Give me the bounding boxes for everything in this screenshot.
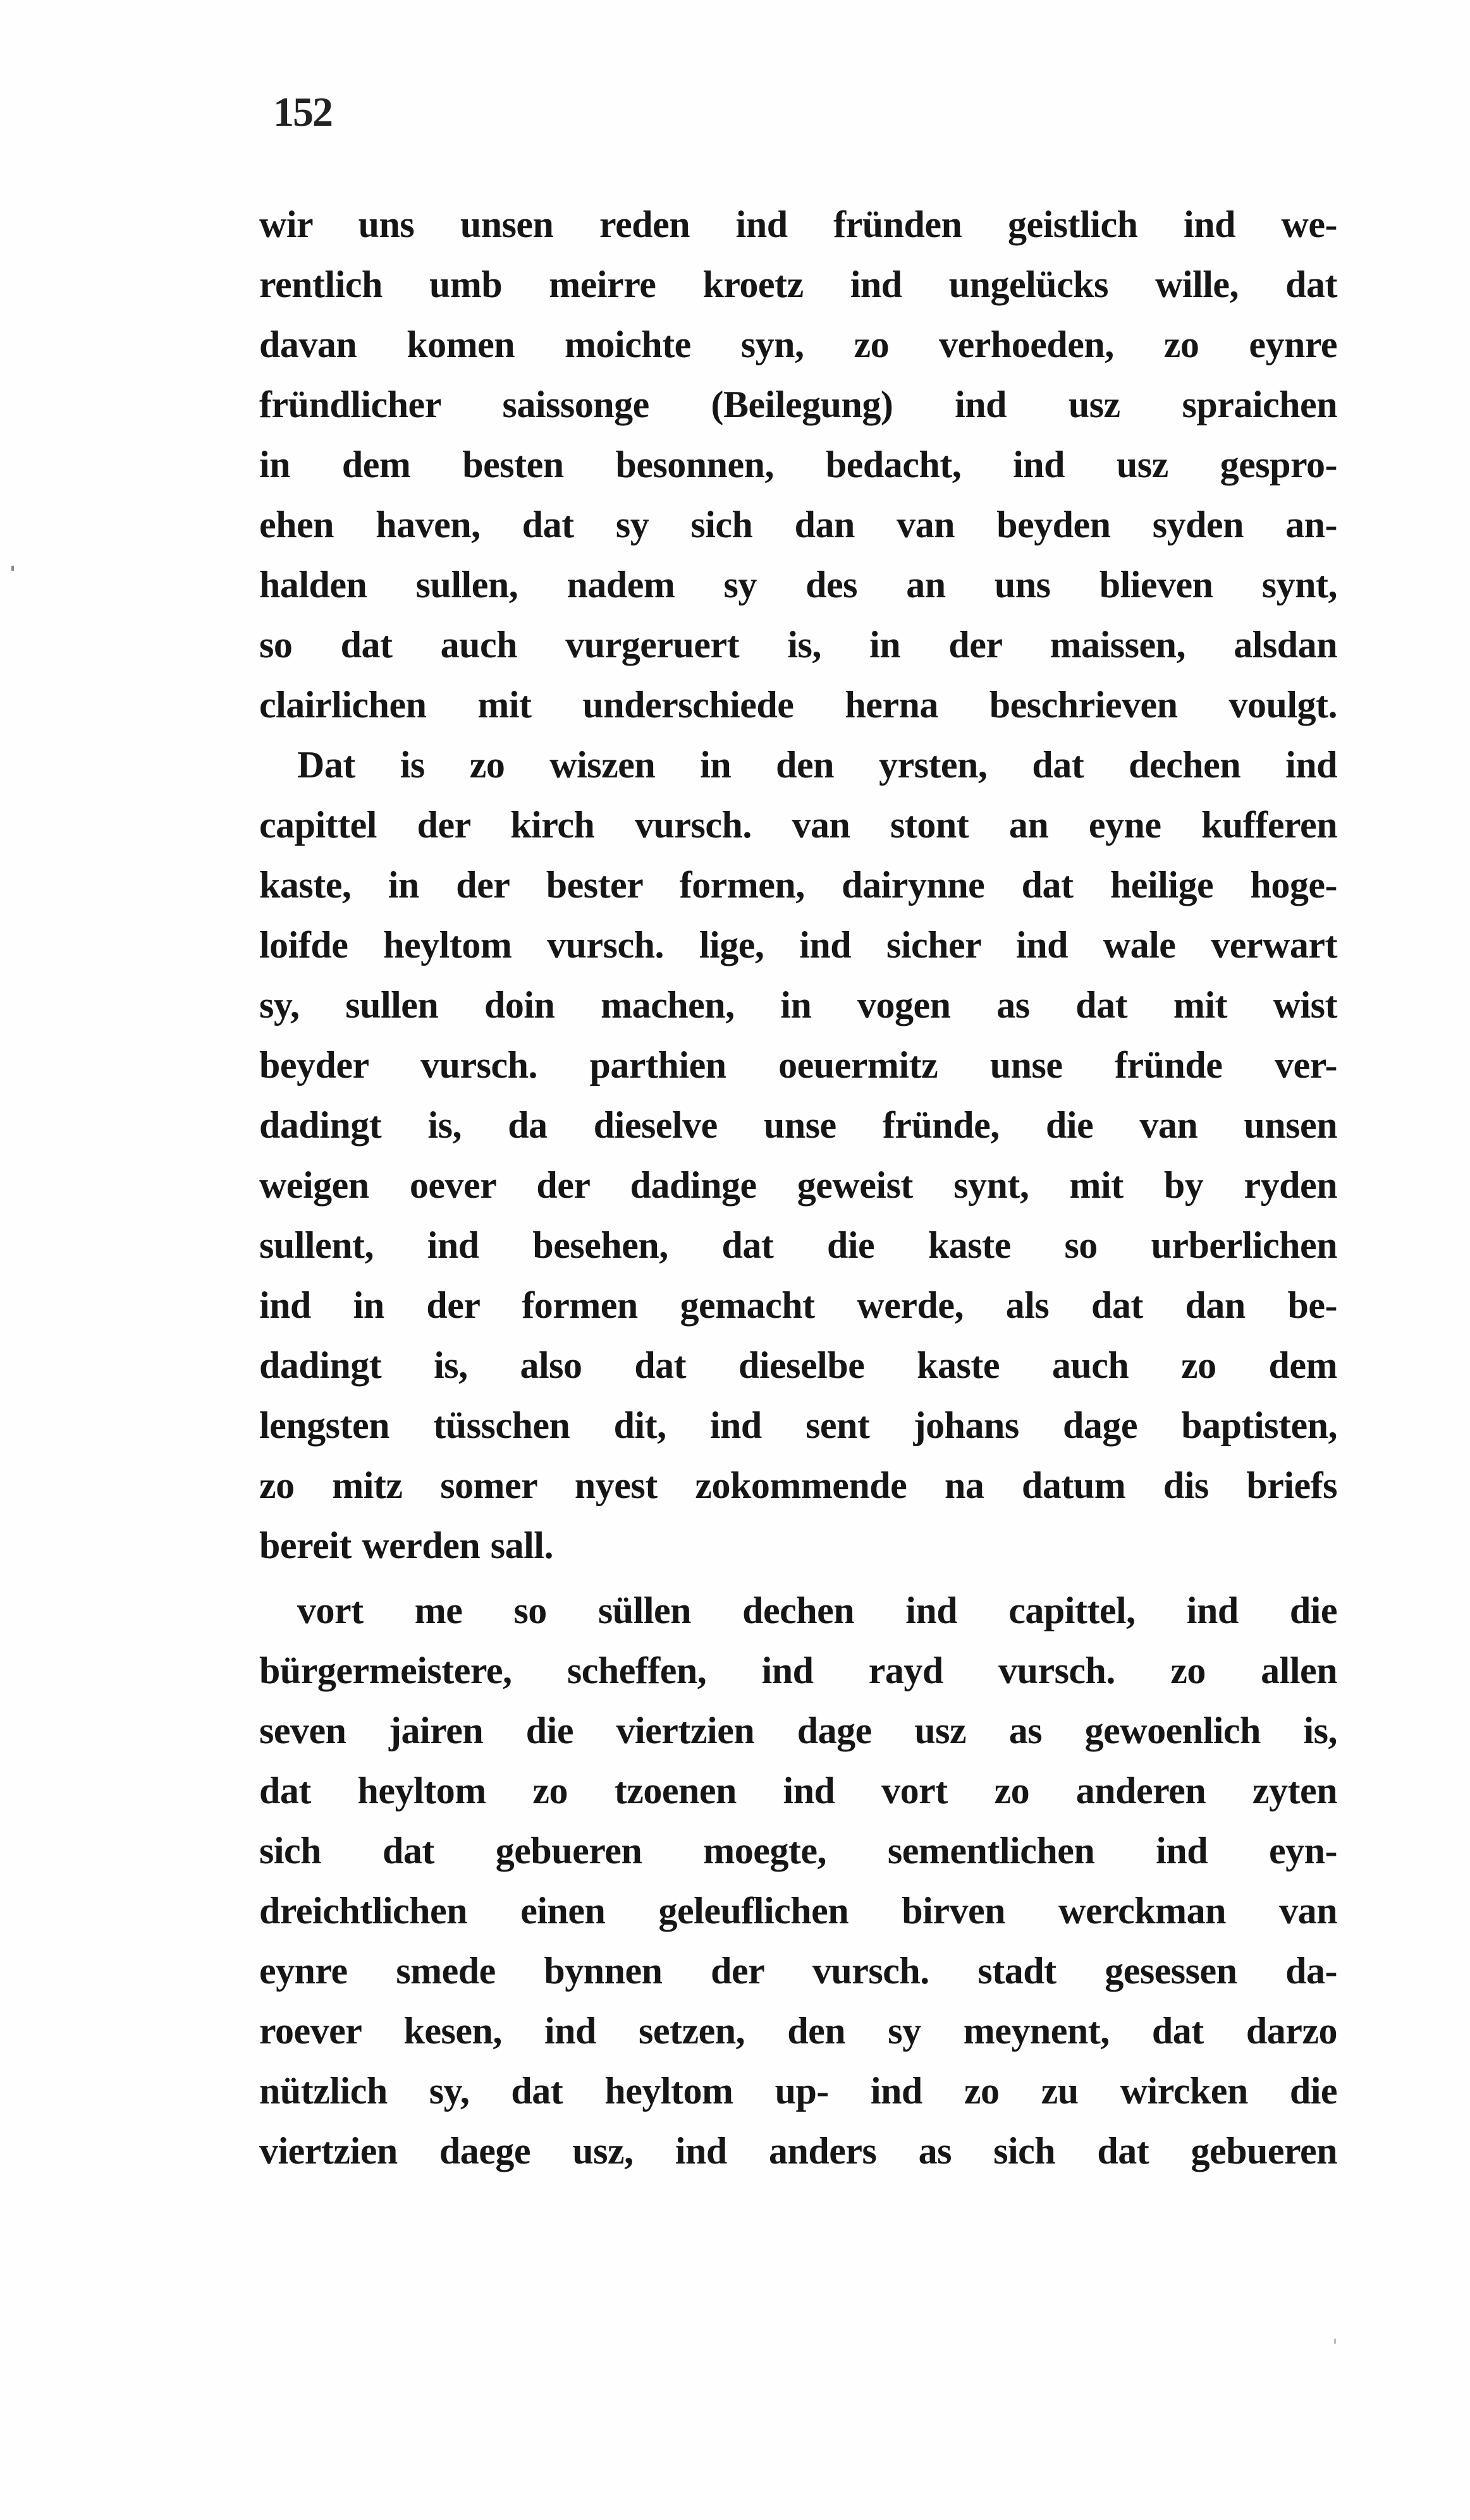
text-line: fründlicher saissonge (Beilegung) ind usz spraichen (259, 384, 1337, 425)
text-line: davan komen moichte syn, zo verhoeden, zo eynre (259, 324, 1337, 365)
bottom-speck (1334, 2339, 1336, 2344)
text-line: clairlichen mit underschiede herna beschrieven voulgt. (259, 684, 1337, 726)
text-line: nützlich sy, dat heyltom up- ind zo zu wircken die (259, 2070, 1337, 2112)
text-line: viertzien daege usz, ind anders as sich dat gebueren (259, 2130, 1337, 2172)
text-line: sullent, ind besehen, dat die kaste so urberlichen (259, 1224, 1337, 1266)
text-line: in dem besten besonnen, bedacht, ind usz gespro- (259, 444, 1337, 485)
text-line: eynre smede bynnen der vursch. stadt gesessen da- (259, 1950, 1337, 1992)
text-line: kaste, in der bester formen, dairynne dat heilige hoge- (259, 864, 1337, 906)
text-line: dat heyltom zo tzoenen ind vort zo anderen zyten (259, 1770, 1337, 1811)
text-line: beyder vursch. parthien oeuermitz unse fründe ver- (259, 1044, 1337, 1086)
text-line: seven jairen die viertzien dage usz as gewoenlich is, (259, 1710, 1337, 1751)
text-line: wir uns unsen reden ind fründen geistlich ind we- (259, 204, 1337, 245)
text-line: sich dat gebueren moegte, sementlichen ind eyn- (259, 1830, 1337, 1872)
text-line: ehen haven, dat sy sich dan van beyden syden an- (259, 504, 1337, 545)
text-line: Dat is zo wiszen in den yrsten, dat dechen ind (297, 744, 1337, 786)
text-line: loifde heyltom vursch. lige, ind sicher ind wale verwart (259, 924, 1337, 966)
text-line: vort me so süllen dechen ind capittel, ind die (297, 1590, 1337, 1631)
text-line: so dat auch vurgeruert is, in der maissen, alsdan (259, 624, 1337, 666)
text-line: dadingt is, also dat dieselbe kaste auch zo dem (259, 1344, 1337, 1386)
text-line: bereit werden sall. (259, 1525, 553, 1566)
text-line: lengsten tüsschen dit, ind sent johans dage baptisten, (259, 1404, 1337, 1446)
text-line: ind in der formen gemacht werde, als dat dan be- (259, 1284, 1337, 1326)
text-line: roever kesen, ind setzen, den sy meynent, dat darzo (259, 2010, 1337, 2052)
text-line: dreichtlichen einen geleuflichen birven werckman van (259, 1890, 1337, 1932)
page-number: 152 (273, 89, 332, 135)
text-line: weigen oever der dadinge geweist synt, mit by ryden (259, 1164, 1337, 1206)
text-line: rentlich umb meirre kroetz ind ungelücks wille, dat (259, 264, 1337, 305)
text-line: sy, sullen doin machen, in vogen as dat mit wist (259, 984, 1337, 1026)
margin-speck (11, 566, 14, 571)
text-line: halden sullen, nadem sy des an uns blieven synt, (259, 564, 1337, 606)
text-line: bürgermeistere, scheffen, ind rayd vursch. zo allen (259, 1650, 1337, 1691)
text-line: capittel der kirch vursch. van stont an eyne kufferen (259, 804, 1337, 846)
text-line: zo mitz somer nyest zokommende na datum dis briefs (259, 1464, 1337, 1506)
text-line: dadingt is, da dieselve unse fründe, die van unsen (259, 1104, 1337, 1146)
